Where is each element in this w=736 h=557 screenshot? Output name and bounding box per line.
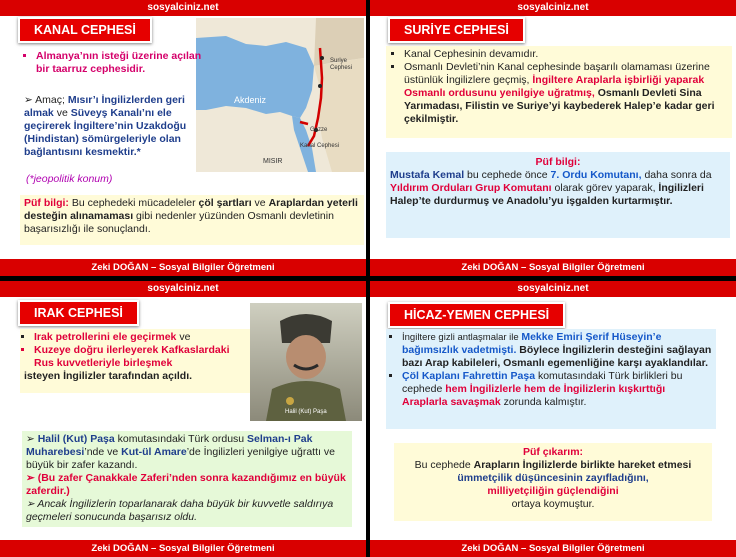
irak-g2: ➢ (Bu zafer Çanakkale Zaferi’nden sonra kazandığımız en büyük zaferdir.) — [26, 472, 346, 497]
map-label-front1: Suriye Cephesi — [330, 58, 353, 71]
arrow-icon: ➢ — [26, 472, 38, 484]
map-label-place: Gazze — [310, 127, 328, 133]
hicaz-puf-box: Püf çıkarım: Bu cephede Arapların İngilizlerde birlikte hareket etmesi ümmetçilik düşüncesinin zayıfladığını, milliyetçiliğin güçlendiğini ortaya koymuştur. — [394, 443, 712, 521]
slide-title: KANAL CEPHESİ — [18, 17, 152, 43]
slide-title: IRAK CEPHESİ — [18, 300, 139, 326]
irak-bullet-3: isteyen İngilizler tarafından açıldı. — [24, 370, 193, 382]
slide-title: SURİYE CEPHESİ — [388, 17, 525, 43]
slide-irak — [0, 281, 366, 557]
arrow-icon: ➢ — [26, 433, 38, 445]
irak-g1: ➢ Halil (Kut) Paşa komutasındaki Türk ordusu Selman-ı Pak Muharebesi’nde ve Kut-ül Amare’de İngilizleri yenilgiye uğrattı ve büyük bir zafer kazandı. — [26, 433, 335, 471]
irak-g3: ➢ Ancak İngilizlerin toparlanarak daha büyük bir kuvvetle saldırıya geçmeleri sonucunda başarısız oldu. — [26, 498, 334, 523]
map-label-front2: Kanal Cephesi — [300, 143, 340, 149]
footer-banner: Zeki DOĞAN – Sosyal Bilgiler Öğretmeni — [370, 540, 736, 557]
hicaz-bullet-1: ▪ İngiltere gizli antlaşmalar ile Mekke Emiri Şerif Hüseyin’e bağımsızlık vadetmişti. Böylece İngilizlerin desteğini sağlayan bazı Arap kabileleri, Osmanlı egemenliğine karşı ayaklandılar. — [402, 331, 712, 370]
irak-bullet-1: ▪ Irak petrollerini ele geçirmek ve — [34, 331, 252, 344]
kanal-bullets — [22, 50, 206, 76]
irak-result-box — [22, 431, 352, 527]
site-banner: sosyalciniz.net — [0, 281, 366, 297]
slide-title: HİCAZ-YEMEN CEPHESİ — [388, 302, 565, 328]
photo-caption: Halil (Kut) Paşa — [285, 409, 327, 415]
kanal-bullet-1: ▪ Almanya’nın isteği üzerine açılan bir taarruz cephesidir. — [36, 50, 206, 76]
irak-bullet-2: ▪ Kuzeye doğru ilerleyerek Kafkaslardaki Rus kuvvetleriyle birleşmek — [34, 344, 252, 370]
slide-suriye — [370, 0, 736, 276]
arrow-icon: ➢ — [26, 498, 38, 510]
site-banner: sosyalciniz.net — [0, 0, 366, 16]
map-label-sea: Akdeniz — [234, 95, 267, 105]
suriye-bullet-1: ▪ Kanal Cephesinin devamıdır. — [404, 48, 728, 61]
kanal-puf-box: Püf bilgi: Bu cephedeki mücadeleler çöl şartları ve Araplardan yeterli desteğin alınamaması gibi nedenler yüzünden Osmanlı devletinin başarısızlığı ile sonuçlandı. — [20, 195, 364, 245]
suriye-bullets-box — [386, 46, 732, 138]
site-banner: sosyalciniz.net — [370, 0, 736, 16]
slide-kanal — [0, 0, 366, 276]
hicaz-bullet-2: ▪ Çöl Kaplanı Fahrettin Paşa komutasındaki Türk birlikleri bu cephede hem İngilizlerle hem de İngilizlerin kışkırttığı Araplarla savaşmak zorunda kalmıştır. — [402, 370, 712, 409]
footer-banner: Zeki DOĞAN – Sosyal Bilgiler Öğretmeni — [0, 540, 366, 557]
suriye-bullet-2: ▪ Osmanlı Devleti’nin Kanal cephesinde başarılı olamaması üzerine üstünlük İngilizlere geçmiş, İngiltere Araplarla işbirliği yaparak Osmanlı ordusunu yenilgiye uğratmış, Osmanlı Devleti Sina Yarımadası, Filistin ve Suriye’yi kaybederek Halep’e kadar geri çekilmiştir. — [404, 61, 728, 126]
suriye-puf-box: Püf bilgi: Mustafa Kemal bu cephede önce 7. Ordu Komutanı, daha sonra da Yıldırım Orduları Grup Komutanı olarak görev yaparak, İngilizleri Halep’te durdurmuş ve Anadolu’yu işgalden kurtarmıştır. — [386, 152, 730, 238]
footer-banner: Zeki DOĞAN – Sosyal Bilgiler Öğretmeni — [0, 259, 366, 276]
kanal-note: (*jeopolitik konum) — [26, 173, 113, 185]
map-label-land: MISIR — [263, 158, 283, 165]
site-banner: sosyalciniz.net — [370, 281, 736, 297]
kanal-bullet-2: ➢ Amaç; Mısır’ı İngilizlerden geri almak ve Süveyş Kanalı’nı ele geçirerek İngiltere’nin Uzakdoğu (Hindistan) sömürgeleriyle olan bağlantısını kesmektir.* — [24, 94, 187, 158]
arrow-icon: ➢ — [24, 94, 36, 106]
halil-pasa-photo — [250, 303, 362, 421]
slide-hicaz — [370, 281, 736, 557]
hicaz-bullets-box — [386, 329, 716, 429]
irak-bullets-box — [20, 329, 256, 393]
footer-banner: Zeki DOĞAN – Sosyal Bilgiler Öğretmeni — [370, 259, 736, 276]
